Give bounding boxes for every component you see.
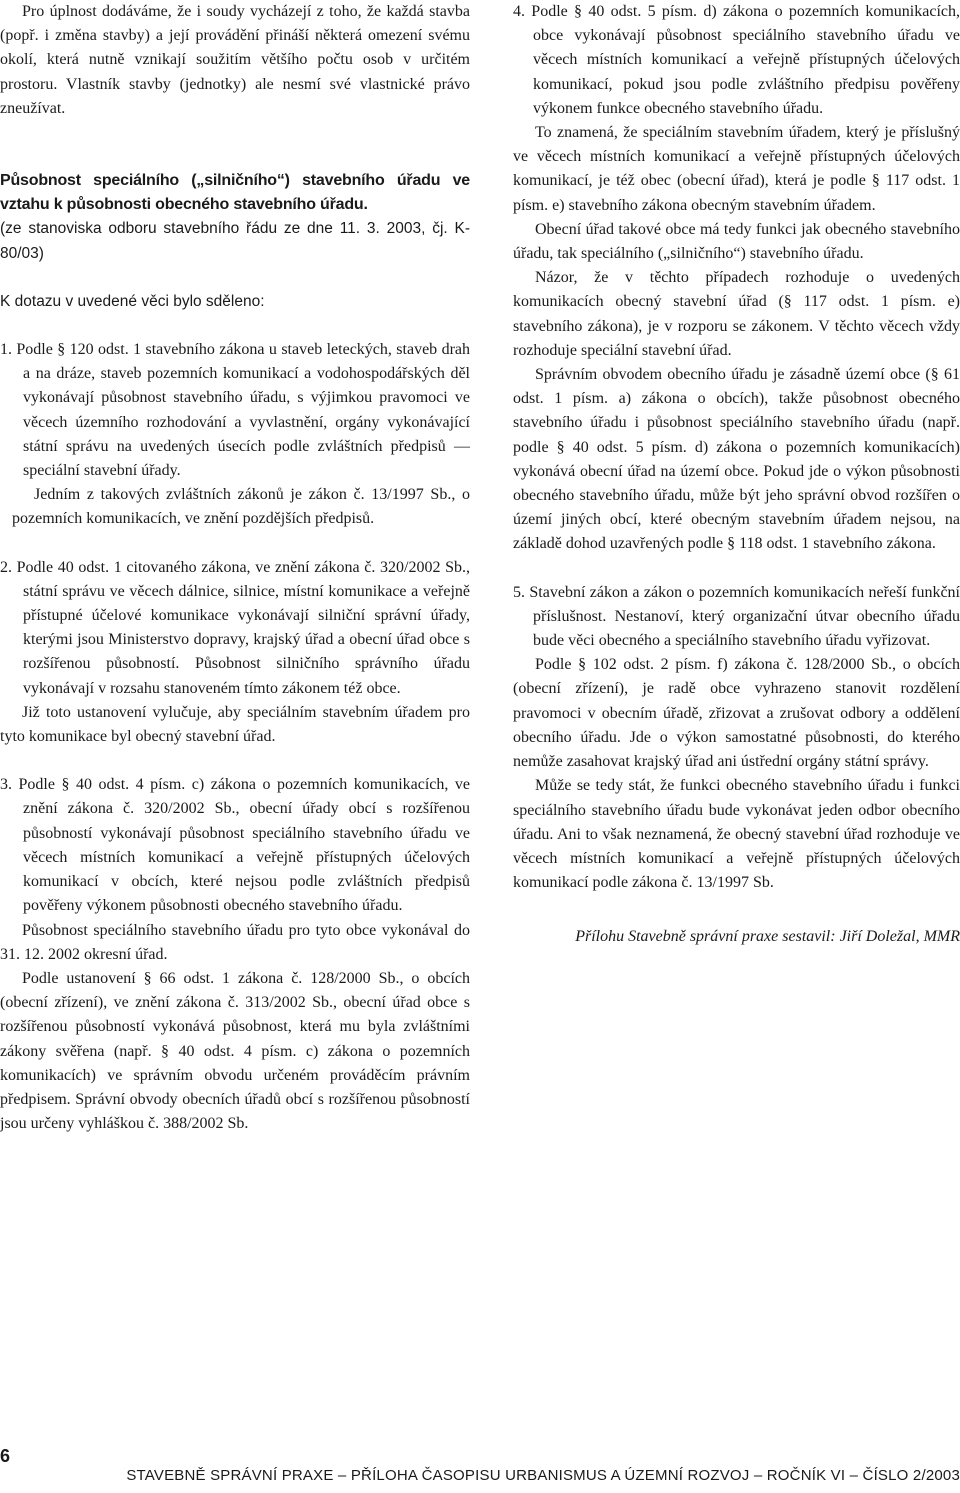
item-4-function: Obecní úřad takové obce má tedy funkci jak obecného stavebního úřadu, tak speciálního („silničního“) stavebního úřadu.	[513, 220, 960, 263]
item-1-followup: Jedním z takových zvláštních zákonů je zákon č. 13/1997 Sb., o pozemních komunikacích, ve znění pozdějších předpisů.	[12, 486, 470, 528]
section-heading: Působnost speciálního („silničního“) stavebního úřadu ve vztahu k působnosti obecného stavebního úřadu.	[0, 172, 470, 214]
intro-paragraph: Pro úplnost dodáváme, že i soudy vycházejí z toho, že každá stavba (popř. i změna stavby) a její provádění přináší některá omezení svému okolí, která nutně vznikají soužitím většího počtu osob v určitém prostoru. Vlastník stavby (jednotky) ale nesmí své vlastnické právo zneužívat.	[0, 3, 470, 117]
item-5-council: Podle § 102 odst. 2 písm. f) zákona č. 128/2000 Sb., o obcích (obecní zřízení), je radě obce vyhrazeno stanovit rozdělení pravomoci v obecním úřadě, zřizovat a zrušovat odbory a oddělení obecního úřadu. Jde o výkon samostatné působnosti, do kterého nemůže zasahovat krajský úřad ani ústřední orgány státní správy.	[513, 656, 960, 771]
question-line: K dotazu v uvedené věci bylo sděleno:	[0, 292, 265, 310]
item-4: 4. Podle § 40 odst. 5 písm. d) zákona o pozemních komunikacích, obce vykonávají působnost speciálního stavebního úřadu ve věcech místních komunikací a veřejně přístupných účelových komunikací, pokud jsou podle zvláštního předpisu pověřeny výkonem funkce obecného stavebního úřadu.	[513, 3, 960, 117]
page-number: 6	[0, 1446, 11, 1466]
item-5: 5. Stavební zákon a zákon o pozemních komunikacích neřeší funkční příslušnost. Nestanoví, který organizační útvar obecního úřadu bude věci obecného a speciálního stavebního úřadu vyřizovat.	[513, 583, 960, 650]
item-5-conclusion: Může se tedy stát, že funkci obecného stavebního úřadu i funkci speciálního stavebního úřadu bude vykonávat jeden odbor obecního úřadu. Ani to však neznamená, že obecný stavební úřad rozhoduje ve věcech místních komunikací a veřejně přístupných účelových komunikací podle zákona č. 13/1997 Sb.	[513, 777, 960, 892]
item-3: 3. Podle § 40 odst. 4 písm. c) zákona o pozemních komunikacích, ve znění zákona č. 320/2002 Sb., obecní úřady obcí s rozšířenou působností vykonávají působnost speciálního stavebního úřadu ve věcech místních komunikací a veřejně přístupných účelových komunikací v obcích, které nejsou podle zvláštních předpisů pověřeny výkonem působnosti obecného stavebního úřadu.	[0, 776, 470, 915]
item-3-law-paragraph: Podle ustanovení § 66 odst. 1 zákona č. 128/2000 Sb., o obcích (obecní zřízení), ve znění zákona č. 313/2002 Sb., obecní úřad obce s rozšířenou působností vykonává působnost, která mu byla zvláštními zákony svěřena (např. § 40 odst. 4 písm. c) zákona o pozemních komunikacích) ve správním obvodu určeném prováděcím právním předpisem. Správní obvody obecních úřadů obcí s rozšířenou působností jsou určeny vyhláškou č. 388/2002 Sb.	[0, 969, 470, 1133]
item-2: 2. Podle 40 odst. 1 citovaného zákona, ve znění zákona č. 320/2002 Sb., státní správu ve věcech dálnice, silnice, místní komunikace a veřejně přístupné účelové komunikace vykonávají silniční správní úřady, kterými jsou Ministerstvo dopravy, krajský úřad a obecní úřad obce s rozšířenou působností. Působnost silničního správního úřadu vykonávají v rozsahu stanoveném tímto zákonem též obce.	[0, 558, 470, 697]
source-note: (ze stanoviska odboru stavebního řádu ze dne 11. 3. 2003, čj. K-80/03)	[0, 220, 470, 262]
running-footer: STAVEBNĚ SPRÁVNÍ PRAXE – PŘÍLOHA ČASOPISU URBANISMUS A ÚZEMNÍ ROZVOJ – ROČNÍK VI – ČÍSLO 2/2003	[126, 1467, 960, 1484]
item-1: 1. Podle § 120 odst. 1 stavebního zákona u staveb leteckých, staveb drah a na dráze, staveb pozemních komunikací a vodohospodářských děl vykonávají působnost stavebního úřadu, s výjimkou pravomoci ve věcech územního rozhodování a vyvlastnění, orgány vykonávající státní správu na uvedených úsecích podle zvláštních předpisů — speciální stavební úřady.	[0, 341, 470, 480]
right-column	[513, 0, 960, 950]
item-2-followup: Již toto ustanovení vylučuje, aby speciálním stavebním úřadem pro tyto komunikace byl obecný stavební úřad.	[0, 703, 470, 746]
item-4-district: Správním obvodem obecního úřadu je zásadně území obce (§ 61 odst. 1 písm. a) zákona o obcích), takže působnost obecného stavebního úřadu i působnost speciálního stavebního úřadu (např. podle § 40 odst. 5 písm. d) zákona o pozemních komunikacích) vykonává obecní úřad na území obce. Pokud jde o výkon působnosti obecného stavebního úřadu, může být jeho správní obvod rozšířen o území jiných obcí, které obecným stavebním úřadem nejsou, na základě dohod uzavřených podle § 118 odst. 1 stavebního zákona.	[513, 366, 960, 553]
item-3-followup: Působnost speciálního stavebního úřadu pro tyto obce vykonával do 31. 12. 2002 okresní úřad.	[0, 921, 470, 963]
compiler-signature: Přílohu Stavebně správní praxe sestavil: Jiří Doležal, MMR	[575, 928, 960, 946]
item-4-meaning: To znamená, že speciálním stavebním úřadem, který je příslušný ve věcech místních komunikací a veřejně přístupných účelových komunikací, je též obec (obecní úřad), která je podle § 117 odst. 1 písm. e) stavebního zákona obecným stavebním úřadem.	[513, 124, 960, 214]
left-column	[0, 0, 470, 1136]
item-4-opinion: Názor, že v těchto případech rozhoduje o uvedených komunikacích obecný stavební úřad (§ 117 odst. 1 písm. e) stavebního zákona), je v rozporu se zákonem. V těchto věcech vždy rozhoduje speciální stavební úřad.	[513, 269, 960, 359]
